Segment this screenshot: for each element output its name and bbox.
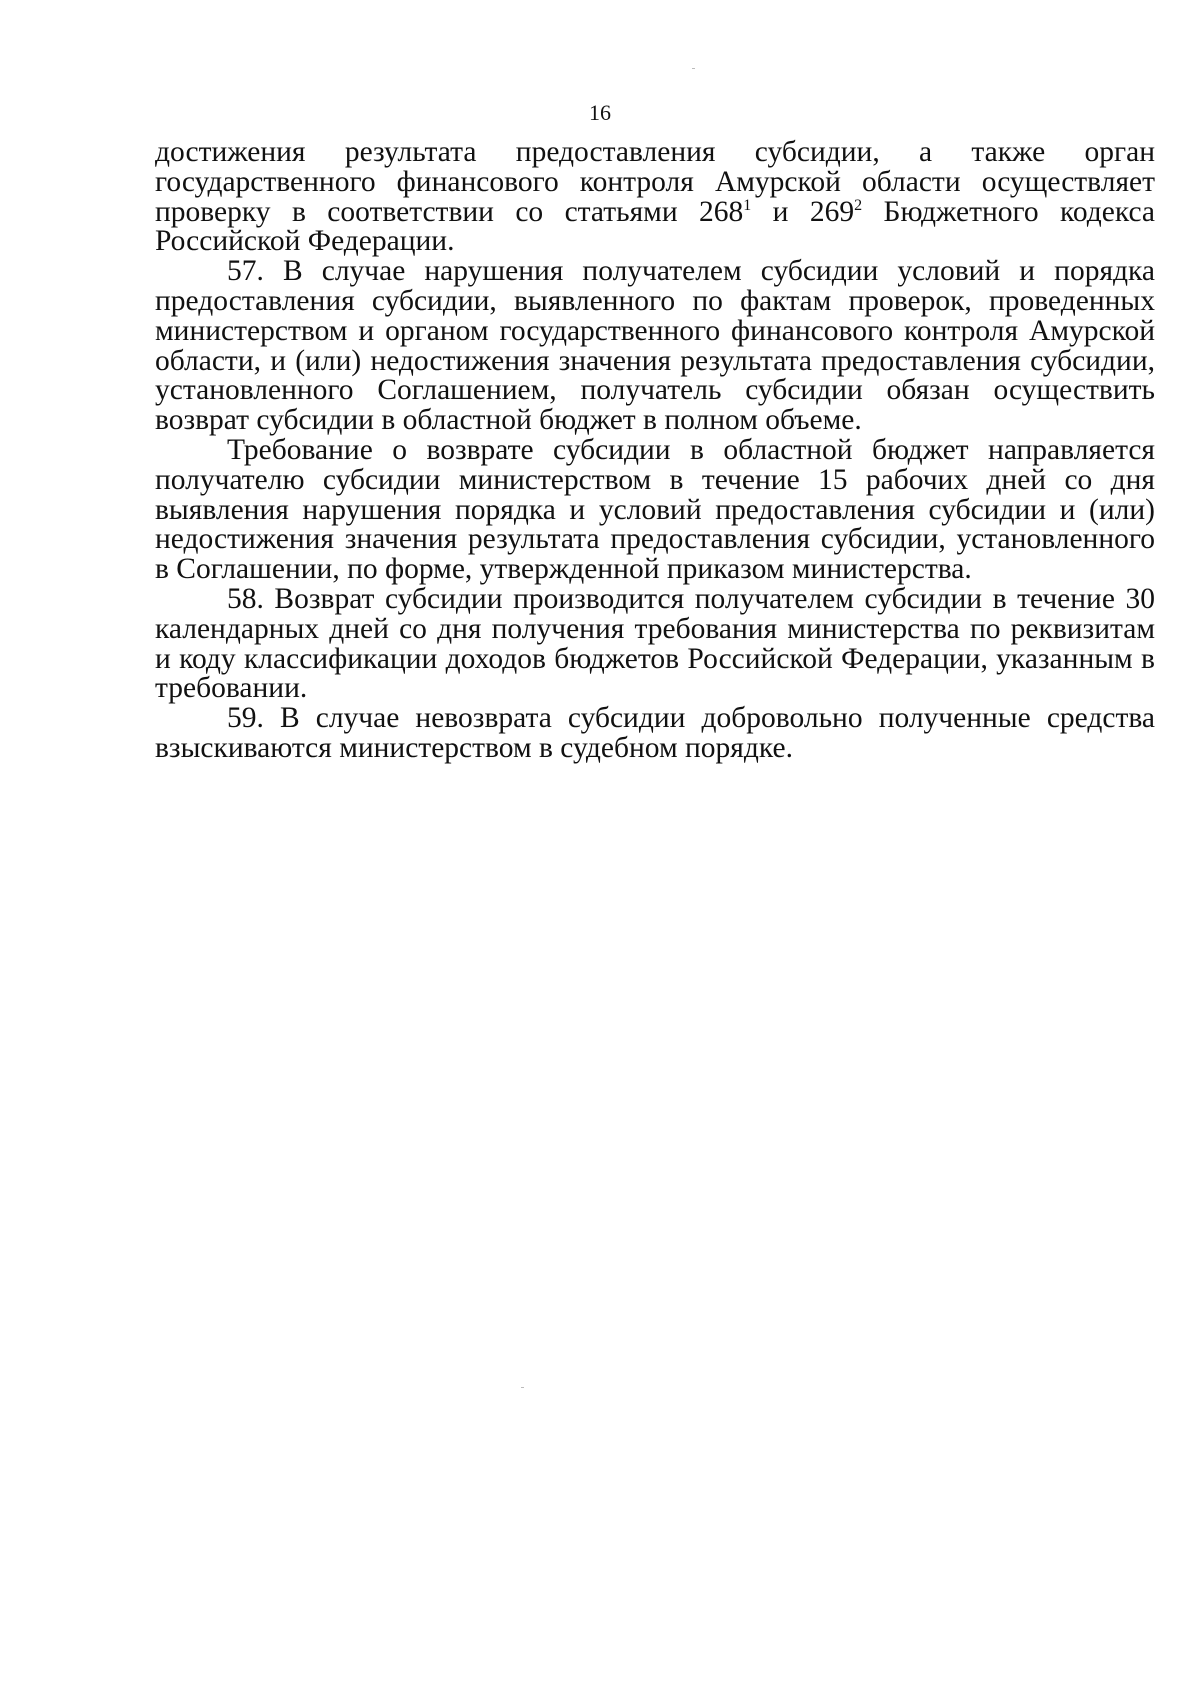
text-run: Бюджетного кодекса Российской Федерации. — [155, 195, 1155, 258]
paragraph-59: 59. В случае невозврата субсидии добровольно полученные средства взыскиваются министерством в судебном порядке. — [155, 702, 1155, 764]
page-number: 16 — [589, 100, 611, 125]
scan-speck — [692, 68, 695, 69]
document-body — [155, 138, 1155, 764]
text-run: и 269 — [751, 195, 855, 228]
paragraph-57: 57. В случае нарушения получателем субсидии условий и порядка предоставления субсидии, выявленного по фактам проверок, проведенных министерством и органом государственного финансового контроля Амурской области, и (или) недостижения значения результата предоставления субсидии, установленного Соглашением, получатель субсидии обязан осуществить возврат субсидии в областной бюджет в полном объеме. — [155, 255, 1155, 437]
text-run: достижения результата предоставления субсидии, а также орган государственного финансового контроля Амурской области осуществляет проверку в соответствии со статьями 268 — [155, 136, 1155, 228]
paragraph-continuation — [155, 138, 1155, 257]
paragraph-58: 58. Возврат субсидии производится получателем субсидии в течение 30 календарных дней со дня получения требования министерства по реквизитам и коду классификации доходов бюджетов Российской Федерации, указанным в требовании. — [155, 582, 1155, 705]
superscript: 2 — [854, 196, 863, 214]
paragraph-57-demand: Требование о возврате субсидии в областной бюджет направляется получателю субсидии министерством в течение 15 рабочих дней со дня выявления нарушения порядка и условий предоставления субсидии и (или) недостижения значения результата предоставления субсидии, установленного в Соглашении, по форме, утвержденной приказом министерства. — [155, 433, 1155, 586]
superscript: 1 — [743, 196, 752, 214]
scan-speck — [521, 1387, 524, 1388]
